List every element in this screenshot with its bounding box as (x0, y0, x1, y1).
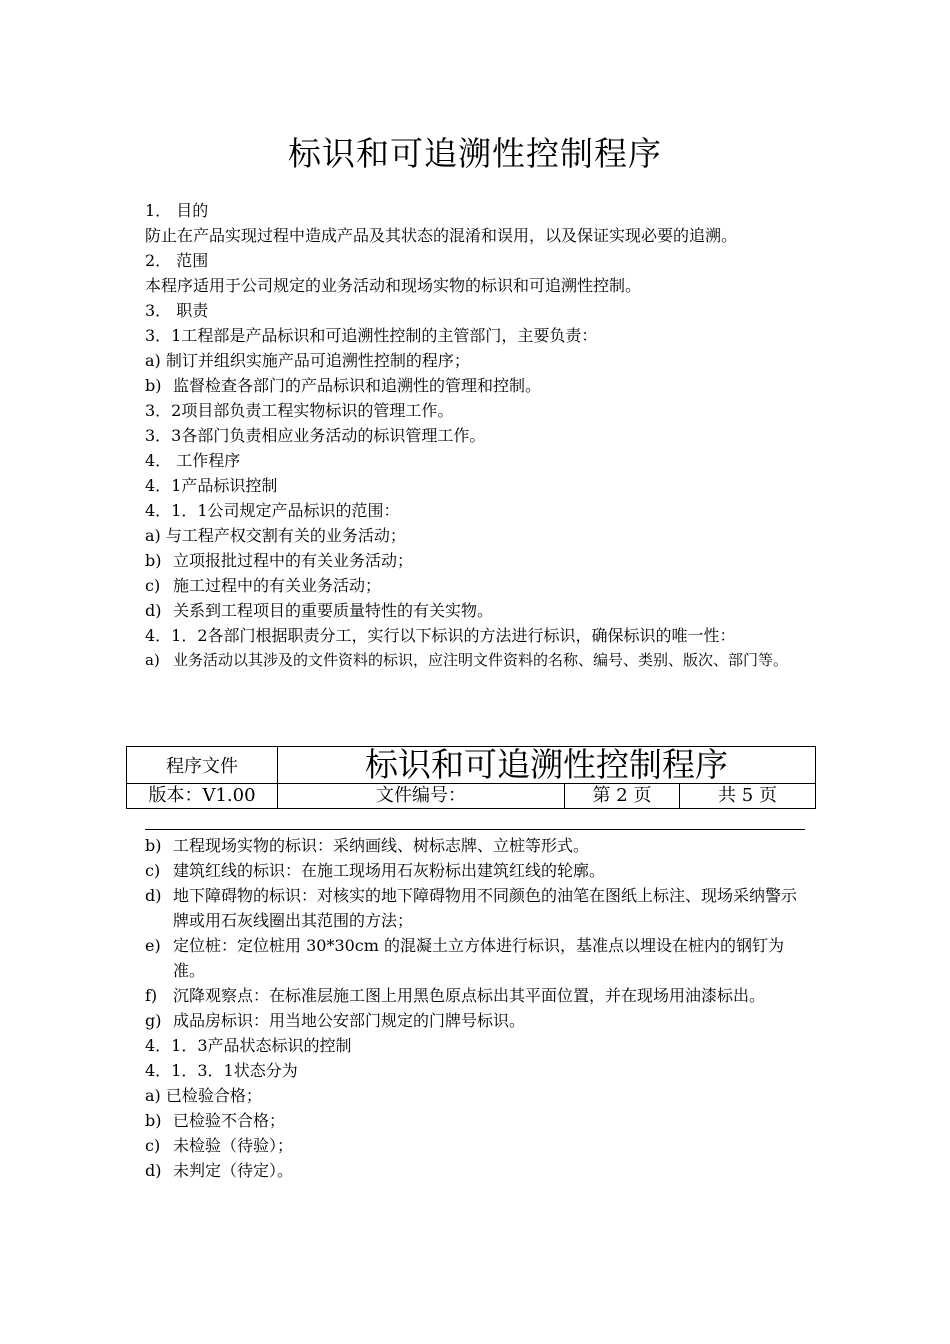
doc-type-cell: 程序文件 (127, 747, 278, 784)
list-item (145, 1158, 810, 1183)
list-marker: b) (145, 836, 162, 855)
list-marker: b) (145, 1111, 162, 1130)
list-text: 地下障碍物的标识：对核实的地下障碍物用不同颜色的油笔在图纸上标注、现场采纳警示牌或用石灰线圈出其范围的方法； (173, 886, 798, 930)
heading-scope: 2． 范围 (145, 251, 209, 270)
list-marker: d) (145, 886, 162, 905)
list-item (145, 373, 810, 398)
list-item (145, 1133, 810, 1158)
list-item (145, 858, 810, 883)
list-marker: e) (145, 936, 161, 955)
list-item: a) 与工程产权交割有关的业务活动； (145, 526, 406, 545)
list-marker: b) (145, 376, 162, 395)
list-text: 业务活动以其涉及的文件资料的标识，应注明文件资料的名称、编号、类别、版次、部门等。 (173, 651, 789, 669)
list-item: a) 已检验合格； (145, 1086, 262, 1105)
heading-purpose: 1． 目的 (145, 201, 209, 220)
list-text: 建筑红线的标识：在施工现场用石灰粉标出建筑红线的轮廓。 (173, 861, 606, 880)
list-item (145, 933, 810, 983)
list-marker: f) (145, 986, 158, 1005)
paragraph-scope: 本程序适用于公司规定的业务活动和现场实物的标识和可追溯性控制。 (145, 276, 642, 295)
list-marker: c) (145, 861, 161, 880)
heading-4-1: 4．1产品标识控制 (145, 476, 278, 495)
list-text: 工程现场实物的标识：采纳画线、树标志牌、立桩等形式。 (173, 836, 590, 855)
list-item (145, 598, 810, 623)
paragraph-purpose: 防止在产品实现过程中造成产品及其状态的混淆和误用，以及保证实现必要的追溯。 (145, 226, 738, 245)
document-title: 标识和可追溯性控制程序 (288, 134, 662, 173)
list-text: 施工过程中的有关业务活动； (173, 576, 382, 595)
doc-title-cell: 标识和可追溯性控制程序 (278, 747, 816, 784)
heading-procedure: 4． 工作程序 (145, 451, 241, 470)
list-item (145, 548, 810, 573)
list-item (145, 573, 810, 598)
paragraph-duty-3-3: 3．3各部门负责相应业务活动的标识管理工作。 (145, 426, 486, 445)
paragraph-4-1-2: 4．1．2各部门根据职责分工，实行以下标识的方法进行标识，确保标识的唯一性： (145, 626, 736, 645)
list-text: 关系到工程项目的重要质量特性的有关实物。 (173, 601, 494, 620)
list-marker: d) (145, 601, 162, 620)
list-item (145, 883, 810, 933)
list-marker: d) (145, 1161, 162, 1180)
list-item (145, 648, 810, 673)
paragraph-duty-3-2: 3．2项目部负责工程实物标识的管理工作。 (145, 401, 454, 420)
list-marker: c) (145, 576, 161, 595)
heading-4-1-3-1: 4．1．3．1状态分为 (145, 1061, 298, 1080)
list-item (145, 983, 810, 1008)
doc-number-cell: 文件编号： (278, 784, 565, 809)
list-marker: a) (145, 651, 160, 669)
list-text: 已检验不合格； (173, 1111, 286, 1130)
heading-duties: 3． 职责 (145, 301, 209, 320)
document-header-table (126, 746, 816, 809)
list-marker: b) (145, 551, 162, 570)
list-text: 定位桩：定位桩用 30*30cm 的混凝土立方体进行标识，基准点以埋设在桩内的钢钉为准。 (173, 936, 785, 980)
list-marker: c) (145, 1136, 161, 1155)
list-text: 未检验（待验）； (173, 1136, 294, 1155)
list-marker: g) (145, 1011, 162, 1030)
list-text: 成品房标识：用当地公安部门规定的门牌号标识。 (173, 1011, 526, 1030)
version-cell: 版本：V1.00 (127, 784, 278, 809)
list-item (145, 1108, 810, 1133)
page-total-cell: 共 5 页 (680, 784, 816, 809)
heading-4-1-1: 4．1．1公司规定产品标识的范围： (145, 501, 400, 520)
list-text: 沉降观察点：在标准层施工图上用黑色原点标出其平面位置，并在现场用油漆标出。 (173, 986, 766, 1005)
heading-4-1-3: 4．1．3产品状态标识的控制 (145, 1036, 352, 1055)
list-item: a) 制订并组织实施产品可追溯性控制的程序； (145, 351, 470, 370)
list-text: 未判定（待定）。 (173, 1161, 294, 1180)
section-second-page (145, 833, 810, 1183)
page-number-cell: 第 2 页 (565, 784, 680, 809)
list-text: 监督检查各部门的产品标识和追溯性的管理和控制。 (173, 376, 542, 395)
list-item (145, 1008, 810, 1033)
list-item (145, 833, 810, 858)
header-divider (145, 829, 805, 830)
paragraph-duty-3-1: 3．1工程部是产品标识和可追溯性控制的主管部门，主要负责： (145, 326, 598, 345)
list-text: 立项报批过程中的有关业务活动； (173, 551, 414, 570)
section-first-page (145, 198, 810, 673)
